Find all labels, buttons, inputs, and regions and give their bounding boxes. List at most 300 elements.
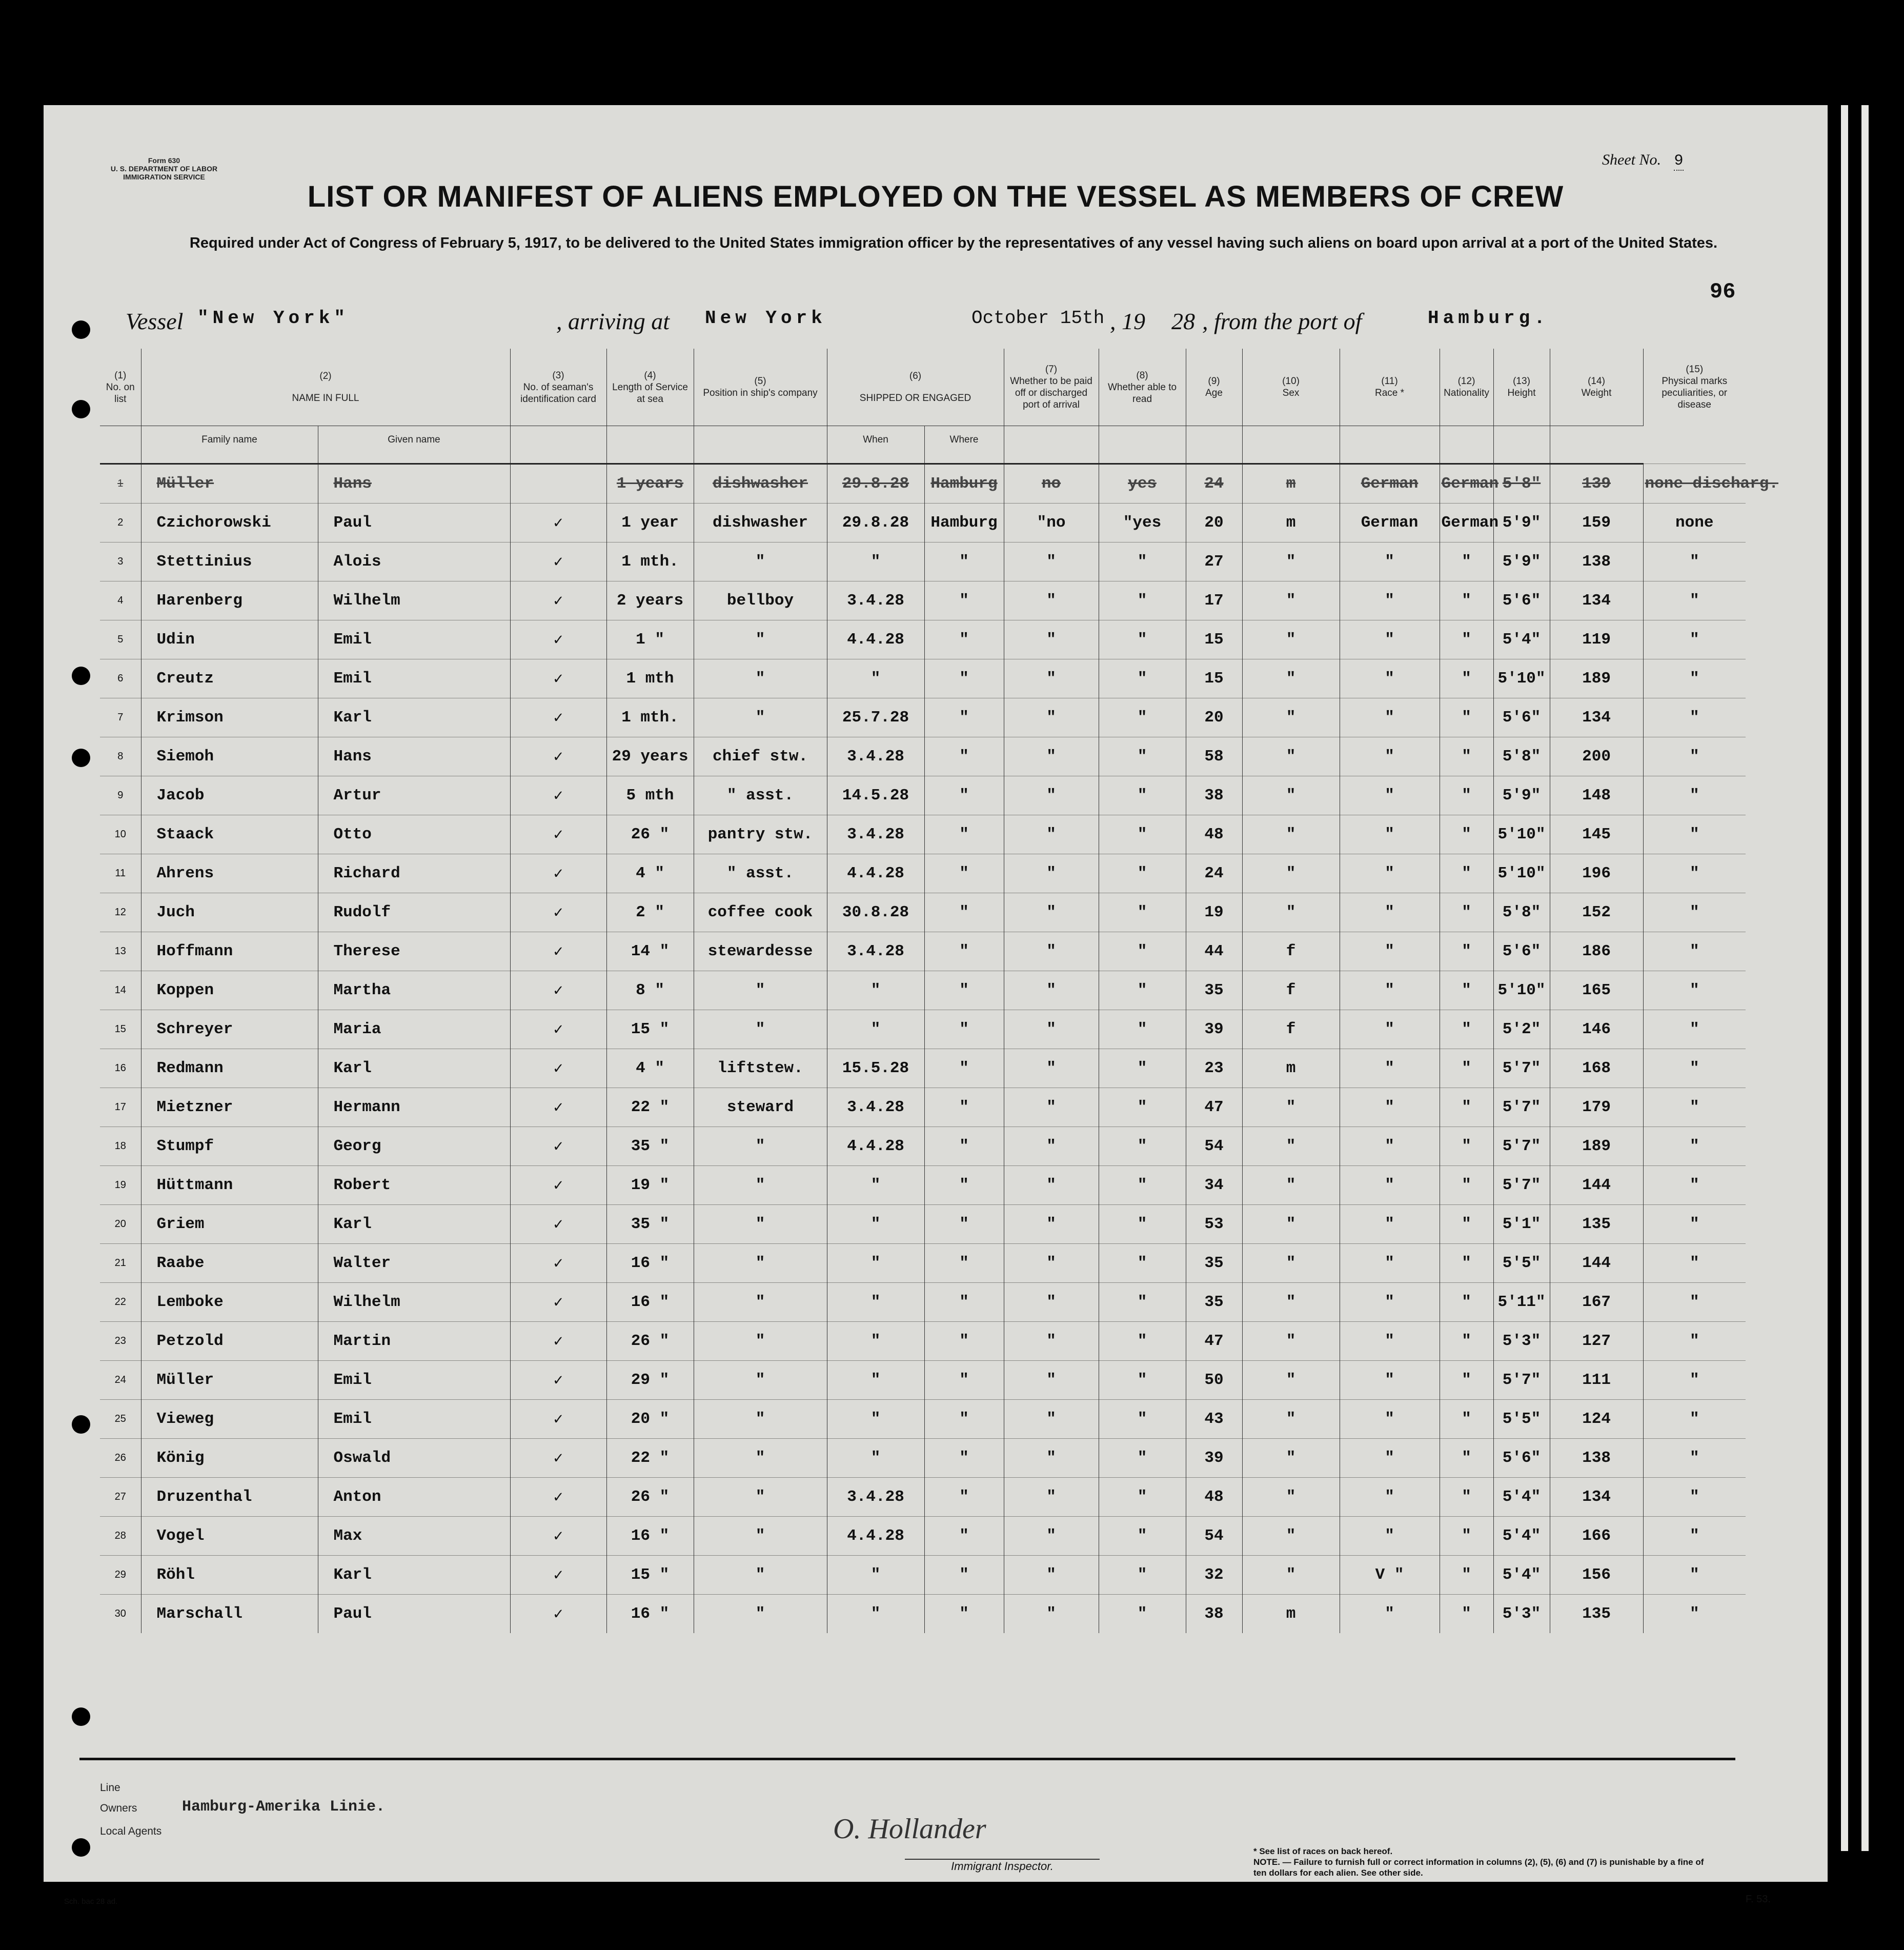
cell-height: 5'4" xyxy=(1493,1478,1550,1517)
punch-hole xyxy=(72,667,90,685)
cell-age: 47 xyxy=(1186,1088,1242,1127)
cell-sex: m xyxy=(1242,1049,1340,1088)
cell-race: " xyxy=(1340,1400,1440,1439)
cell-sex: m xyxy=(1242,464,1340,504)
cell-where: " xyxy=(924,1205,1004,1244)
inspector-signature: O. Hollander xyxy=(833,1813,986,1845)
cell-seaman-card: ✓ xyxy=(510,581,606,620)
cell-paid-off: " xyxy=(1004,893,1099,932)
cell-sex: " xyxy=(1242,893,1340,932)
cell-race: " xyxy=(1340,1283,1440,1322)
cell-age: 50 xyxy=(1186,1361,1242,1400)
cell-height: 5'3" xyxy=(1493,1595,1550,1634)
arrival-date: October 15th xyxy=(971,308,1105,329)
cell-race: " xyxy=(1340,1088,1440,1127)
cell-weight: 138 xyxy=(1550,542,1643,581)
cell-position: " asst. xyxy=(694,854,827,893)
cell-list-no: 9 xyxy=(100,776,141,815)
cell-able-read: " xyxy=(1099,1361,1186,1400)
col-where: Where xyxy=(924,426,1004,453)
cell-position: " xyxy=(694,620,827,659)
cell-position: " asst. xyxy=(694,776,827,815)
cell-able-read: " xyxy=(1099,854,1186,893)
cell-sex: f xyxy=(1242,971,1340,1010)
cell-height: 5'8" xyxy=(1493,737,1550,776)
cell-seaman-card: ✓ xyxy=(510,620,606,659)
cell-physical: " xyxy=(1643,620,1746,659)
cell-when: 3.4.28 xyxy=(827,932,924,971)
punch-hole xyxy=(72,1707,90,1726)
cell-family-name: Koppen xyxy=(141,971,318,1010)
cell-height: 5'6" xyxy=(1493,698,1550,737)
col-height: (13) Height xyxy=(1493,349,1550,426)
cell-list-no: 8 xyxy=(100,737,141,776)
table-row xyxy=(100,1244,1746,1283)
cell-race: " xyxy=(1340,1166,1440,1205)
cell-age: 17 xyxy=(1186,581,1242,620)
manifest-sheet xyxy=(44,105,1828,1906)
cell-physical: " xyxy=(1643,971,1746,1010)
cell-weight: 148 xyxy=(1550,776,1643,815)
punch-hole xyxy=(72,749,90,767)
cell-when: 4.4.28 xyxy=(827,1517,924,1556)
cell-position: " xyxy=(694,1400,827,1439)
arriving-label: , arriving at xyxy=(556,308,670,334)
cell-given-name: Paul xyxy=(318,504,510,542)
page-subtitle: Required under Act of Congress of February 5, 1917, to be delivered to the United States immigration officer by the representatives of any vessel having such aliens on board upon arrival at a port of the United States. xyxy=(189,235,1718,251)
cell-height: 5'4" xyxy=(1493,1556,1550,1595)
cell-height: 5'4" xyxy=(1493,1517,1550,1556)
cell-weight: 186 xyxy=(1550,932,1643,971)
cell-when: 4.4.28 xyxy=(827,854,924,893)
owners-label: Owners xyxy=(100,1802,137,1814)
cell-when: " xyxy=(827,1166,924,1205)
table-row xyxy=(100,1556,1746,1595)
cell-able-read: " xyxy=(1099,1322,1186,1361)
cell-paid-off: " xyxy=(1004,1322,1099,1361)
cell-height: 5'3" xyxy=(1493,1322,1550,1361)
cell-family-name: Siemoh xyxy=(141,737,318,776)
cell-nationality: " xyxy=(1440,1127,1493,1166)
cell-family-name: Hüttmann xyxy=(141,1166,318,1205)
cell-where: " xyxy=(924,1283,1004,1322)
cell-race: " xyxy=(1340,776,1440,815)
cell-family-name: Jacob xyxy=(141,776,318,815)
cell-paid-off: " xyxy=(1004,1478,1099,1517)
cell-given-name: Karl xyxy=(318,698,510,737)
cell-age: 35 xyxy=(1186,1283,1242,1322)
cell-position: " xyxy=(694,1127,827,1166)
cell-sex: " xyxy=(1242,1127,1340,1166)
cell-where: " xyxy=(924,815,1004,854)
col-service: (4) Length of Service at sea xyxy=(606,349,694,426)
punch-hole xyxy=(72,400,90,418)
cell-seaman-card: ✓ xyxy=(510,1049,606,1088)
cell-nationality: " xyxy=(1440,698,1493,737)
cell-list-no: 1 xyxy=(100,464,141,504)
cell-nationality: " xyxy=(1440,932,1493,971)
cell-where: " xyxy=(924,1361,1004,1400)
table-row xyxy=(100,1322,1746,1361)
cell-seaman-card: ✓ xyxy=(510,1010,606,1049)
cell-race: " xyxy=(1340,854,1440,893)
table-row xyxy=(100,1478,1746,1517)
cell-seaman-card: ✓ xyxy=(510,1088,606,1127)
cell-age: 35 xyxy=(1186,1244,1242,1283)
cell-race: " xyxy=(1340,1439,1440,1478)
cell-list-no: 14 xyxy=(100,971,141,1010)
cell-seaman-card: ✓ xyxy=(510,1517,606,1556)
cell-height: 5'10" xyxy=(1493,854,1550,893)
cell-position: steward xyxy=(694,1088,827,1127)
cell-physical: " xyxy=(1643,932,1746,971)
from-label: , from the port of xyxy=(1202,308,1362,334)
cell-service: 16 " xyxy=(606,1595,694,1634)
cell-able-read: " xyxy=(1099,1439,1186,1478)
cell-service: 4 " xyxy=(606,854,694,893)
cell-height: 5'9" xyxy=(1493,542,1550,581)
cell-nationality: German xyxy=(1440,504,1493,542)
cell-when: " xyxy=(827,1244,924,1283)
col-seaman-card: (3) No. of seaman's identification card xyxy=(510,349,606,426)
cell-physical: " xyxy=(1643,1088,1746,1127)
cell-physical: none discharg. xyxy=(1643,464,1746,504)
cell-able-read: " xyxy=(1099,542,1186,581)
cell-able-read: " xyxy=(1099,1166,1186,1205)
cell-family-name: Mietzner xyxy=(141,1088,318,1127)
arriving-port: New York xyxy=(705,308,826,329)
cell-weight: 156 xyxy=(1550,1556,1643,1595)
cell-list-no: 13 xyxy=(100,932,141,971)
cell-able-read: " xyxy=(1099,1088,1186,1127)
cell-seaman-card: ✓ xyxy=(510,1127,606,1166)
cell-paid-off: " xyxy=(1004,1010,1099,1049)
cell-position: " xyxy=(694,1166,827,1205)
cell-when: " xyxy=(827,1010,924,1049)
cell-height: 5'10" xyxy=(1493,815,1550,854)
cell-paid-off: " xyxy=(1004,1361,1099,1400)
cell-position: chief stw. xyxy=(694,737,827,776)
cell-weight: 135 xyxy=(1550,1595,1643,1634)
cell-family-name: Griem xyxy=(141,1205,318,1244)
cell-service: 26 " xyxy=(606,1478,694,1517)
cell-service: 1 mth. xyxy=(606,698,694,737)
cell-nationality: " xyxy=(1440,971,1493,1010)
cell-height: 5'11" xyxy=(1493,1283,1550,1322)
crew-rows xyxy=(100,464,1778,1634)
cell-when: " xyxy=(827,659,924,698)
cell-position: coffee cook xyxy=(694,893,827,932)
cell-family-name: Raabe xyxy=(141,1244,318,1283)
table-row xyxy=(100,854,1746,893)
cell-age: 47 xyxy=(1186,1322,1242,1361)
cell-physical: " xyxy=(1643,1439,1746,1478)
cell-physical: " xyxy=(1643,737,1746,776)
cell-paid-off: " xyxy=(1004,1205,1099,1244)
cell-list-no: 21 xyxy=(100,1244,141,1283)
cell-list-no: 19 xyxy=(100,1166,141,1205)
cell-weight: 189 xyxy=(1550,659,1643,698)
cell-service: 29 " xyxy=(606,1361,694,1400)
cell-physical: " xyxy=(1643,1478,1746,1517)
cell-sex: " xyxy=(1242,1400,1340,1439)
cell-seaman-card: ✓ xyxy=(510,1166,606,1205)
cell-paid-off: " xyxy=(1004,737,1099,776)
cell-physical: " xyxy=(1643,659,1746,698)
cell-seaman-card: ✓ xyxy=(510,1556,606,1595)
cell-physical: " xyxy=(1643,854,1746,893)
cell-physical: " xyxy=(1643,893,1746,932)
cell-given-name: Karl xyxy=(318,1205,510,1244)
table-row xyxy=(100,893,1746,932)
cell-list-no: 5 xyxy=(100,620,141,659)
cell-list-no: 3 xyxy=(100,542,141,581)
cell-family-name: Vieweg xyxy=(141,1400,318,1439)
cell-race: " xyxy=(1340,815,1440,854)
cell-list-no: 28 xyxy=(100,1517,141,1556)
cell-physical: " xyxy=(1643,1400,1746,1439)
cell-sex: " xyxy=(1242,620,1340,659)
cell-weight: 146 xyxy=(1550,1010,1643,1049)
col-when: When xyxy=(827,426,924,453)
cell-position: dishwasher xyxy=(694,504,827,542)
cell-seaman-card: ✓ xyxy=(510,1478,606,1517)
cell-where: " xyxy=(924,698,1004,737)
cell-sex: " xyxy=(1242,1556,1340,1595)
cell-when: " xyxy=(827,1400,924,1439)
cell-seaman-card: ✓ xyxy=(510,893,606,932)
cell-position: " xyxy=(694,1478,827,1517)
cell-given-name: Paul xyxy=(318,1595,510,1634)
cell-service: 1 year xyxy=(606,504,694,542)
cell-nationality: " xyxy=(1440,1088,1493,1127)
cell-service: 22 " xyxy=(606,1439,694,1478)
cell-sex: " xyxy=(1242,581,1340,620)
cell-service: 35 " xyxy=(606,1205,694,1244)
cell-race: " xyxy=(1340,971,1440,1010)
cell-able-read: " xyxy=(1099,932,1186,971)
cell-nationality: " xyxy=(1440,1010,1493,1049)
cell-weight: 196 xyxy=(1550,854,1643,893)
cell-nationality: " xyxy=(1440,1049,1493,1088)
table-row xyxy=(100,1205,1746,1244)
table-row xyxy=(100,1127,1746,1166)
cell-age: 44 xyxy=(1186,932,1242,971)
cell-given-name: Robert xyxy=(318,1166,510,1205)
col-age: (9) Age xyxy=(1186,349,1242,426)
cell-list-no: 27 xyxy=(100,1478,141,1517)
cell-paid-off: " xyxy=(1004,1556,1099,1595)
cell-family-name: Röhl xyxy=(141,1556,318,1595)
cell-weight: 167 xyxy=(1550,1283,1643,1322)
col-nationality: (12) Nationality xyxy=(1440,349,1493,426)
cell-sex: " xyxy=(1242,1361,1340,1400)
cell-where: " xyxy=(924,1010,1004,1049)
cell-service: 19 " xyxy=(606,1166,694,1205)
cell-position: " xyxy=(694,1205,827,1244)
cell-sex: " xyxy=(1242,1478,1340,1517)
cell-given-name: Emil xyxy=(318,620,510,659)
cell-family-name: Müller xyxy=(141,464,318,504)
cell-physical: " xyxy=(1643,1517,1746,1556)
form-code: F. 53. xyxy=(1746,1894,1771,1905)
cell-nationality: " xyxy=(1440,1361,1493,1400)
cell-list-no: 10 xyxy=(100,815,141,854)
cell-sex: " xyxy=(1242,776,1340,815)
cell-position: stewardesse xyxy=(694,932,827,971)
cell-race: " xyxy=(1340,1478,1440,1517)
cell-able-read: " xyxy=(1099,737,1186,776)
cell-family-name: Petzold xyxy=(141,1322,318,1361)
cell-able-read: yes xyxy=(1099,464,1186,504)
cell-given-name: Karl xyxy=(318,1556,510,1595)
page-title: LIST OR MANIFEST OF ALIENS EMPLOYED ON THE VESSEL AS MEMBERS OF CREW xyxy=(307,180,1564,213)
table-row xyxy=(100,659,1746,698)
cell-age: 39 xyxy=(1186,1439,1242,1478)
cell-able-read: " xyxy=(1099,1478,1186,1517)
cell-given-name: Maria xyxy=(318,1010,510,1049)
table-row xyxy=(100,1010,1746,1049)
cell-service: 14 " xyxy=(606,932,694,971)
cell-nationality: " xyxy=(1440,776,1493,815)
cell-service: 16 " xyxy=(606,1517,694,1556)
cell-paid-off: " xyxy=(1004,932,1099,971)
cell-nationality: " xyxy=(1440,1283,1493,1322)
cell-list-no: 17 xyxy=(100,1088,141,1127)
cell-seaman-card: ✓ xyxy=(510,659,606,698)
cell-weight: 144 xyxy=(1550,1244,1643,1283)
cell-able-read: " xyxy=(1099,581,1186,620)
sheet-number xyxy=(1602,151,1684,170)
cell-sex: " xyxy=(1242,1244,1340,1283)
cell-list-no: 16 xyxy=(100,1049,141,1088)
cell-family-name: Hoffmann xyxy=(141,932,318,971)
cell-family-name: Müller xyxy=(141,1361,318,1400)
cell-list-no: 30 xyxy=(100,1595,141,1634)
cell-nationality: " xyxy=(1440,1322,1493,1361)
table-row xyxy=(100,815,1746,854)
col-weight: (14) Weight xyxy=(1550,349,1643,426)
cell-when: 15.5.28 xyxy=(827,1049,924,1088)
cell-position: " xyxy=(694,1322,827,1361)
cell-given-name: Otto xyxy=(318,815,510,854)
cell-given-name: Karl xyxy=(318,1049,510,1088)
cell-able-read: " xyxy=(1099,620,1186,659)
cell-list-no: 12 xyxy=(100,893,141,932)
cell-able-read: " xyxy=(1099,1010,1186,1049)
cell-position: bellboy xyxy=(694,581,827,620)
cell-given-name: Rudolf xyxy=(318,893,510,932)
col-list-no: (1) No. on list xyxy=(106,370,135,405)
cell-given-name: Emil xyxy=(318,659,510,698)
cell-able-read: " xyxy=(1099,1205,1186,1244)
cell-where: " xyxy=(924,1556,1004,1595)
cell-age: 24 xyxy=(1186,464,1242,504)
cell-service: 29 years xyxy=(606,737,694,776)
cell-sex: " xyxy=(1242,542,1340,581)
col-paid-off: (7) Whether to be paid off or discharged port of arrival xyxy=(1004,349,1099,426)
table-row xyxy=(100,1088,1746,1127)
cell-weight: 152 xyxy=(1550,893,1643,932)
cell-physical: " xyxy=(1643,542,1746,581)
table-row xyxy=(100,1166,1746,1205)
cell-weight: 127 xyxy=(1550,1322,1643,1361)
cell-list-no: 24 xyxy=(100,1361,141,1400)
cell-physical: " xyxy=(1643,1049,1746,1088)
cell-given-name: Anton xyxy=(318,1478,510,1517)
cell-able-read: " xyxy=(1099,776,1186,815)
cell-race: V " xyxy=(1340,1556,1440,1595)
cell-nationality: " xyxy=(1440,854,1493,893)
table-row xyxy=(100,932,1746,971)
cell-nationality: " xyxy=(1440,1595,1493,1634)
cell-given-name: Emil xyxy=(318,1400,510,1439)
cell-paid-off: " xyxy=(1004,815,1099,854)
cell-seaman-card: ✓ xyxy=(510,932,606,971)
cell-height: 5'7" xyxy=(1493,1361,1550,1400)
cell-family-name: Czichorowski xyxy=(141,504,318,542)
cell-height: 5'7" xyxy=(1493,1088,1550,1127)
cell-given-name: Hans xyxy=(318,464,510,504)
col-able-read: (8) Whether able to read xyxy=(1099,349,1186,426)
vessel-label: Vessel xyxy=(126,308,184,334)
cell-nationality: " xyxy=(1440,893,1493,932)
cell-where: " xyxy=(924,854,1004,893)
cell-weight: 144 xyxy=(1550,1166,1643,1205)
cell-height: 5'10" xyxy=(1493,971,1550,1010)
cell-seaman-card: ✓ xyxy=(510,504,606,542)
cell-seaman-card: ✓ xyxy=(510,815,606,854)
cell-service: 1 mth xyxy=(606,659,694,698)
cell-when: " xyxy=(827,1283,924,1322)
cell-height: 5'8" xyxy=(1493,893,1550,932)
cell-paid-off: " xyxy=(1004,1517,1099,1556)
cell-height: 5'7" xyxy=(1493,1166,1550,1205)
cell-able-read: " xyxy=(1099,1127,1186,1166)
cell-physical: " xyxy=(1643,1595,1746,1634)
table-row xyxy=(100,776,1746,815)
table-row xyxy=(100,1595,1746,1634)
cell-sex: " xyxy=(1242,1088,1340,1127)
cell-race: " xyxy=(1340,1127,1440,1166)
cell-height: 5'6" xyxy=(1493,932,1550,971)
cell-given-name: Georg xyxy=(318,1127,510,1166)
cell-service: 26 " xyxy=(606,815,694,854)
cell-given-name: Emil xyxy=(318,1361,510,1400)
cell-height: 5'5" xyxy=(1493,1400,1550,1439)
end-rule xyxy=(79,1758,1735,1760)
cell-paid-off: " xyxy=(1004,1595,1099,1634)
header-row xyxy=(100,349,1746,426)
cell-sex: " xyxy=(1242,854,1340,893)
cell-when: 3.4.28 xyxy=(827,581,924,620)
cell-able-read: " xyxy=(1099,659,1186,698)
cell-position: " xyxy=(694,1010,827,1049)
footnote xyxy=(1253,1846,1705,1878)
cell-race: " xyxy=(1340,1595,1440,1634)
cell-where: " xyxy=(924,1049,1004,1088)
form-header xyxy=(100,156,228,181)
table-row xyxy=(100,1049,1746,1088)
cell-paid-off: no xyxy=(1004,464,1099,504)
cell-when: 30.8.28 xyxy=(827,893,924,932)
cell-age: 27 xyxy=(1186,542,1242,581)
cell-when: 3.4.28 xyxy=(827,1088,924,1127)
cell-nationality: " xyxy=(1440,1205,1493,1244)
cell-height: 5'9" xyxy=(1493,776,1550,815)
table-row xyxy=(100,698,1746,737)
cell-list-no: 15 xyxy=(100,1010,141,1049)
